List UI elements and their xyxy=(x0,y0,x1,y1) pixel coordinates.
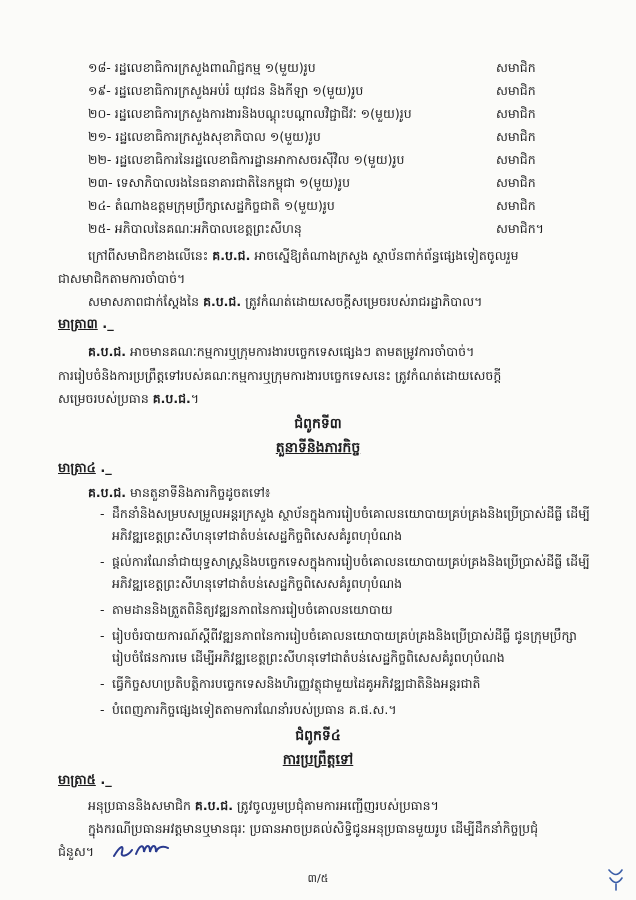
dash-icon: - xyxy=(100,676,105,691)
list-item xyxy=(100,625,600,669)
list-item-text: ធ្វើកិច្ចសហប្រតិបត្តិការបច្ចេកទេសនិងហិរញ្ញវត្ថុជាមួយដៃគូអភិវឌ្ឍជាតិនិងអន្តរជាតិ xyxy=(112,676,481,691)
member-row xyxy=(88,217,588,240)
dash-icon: - xyxy=(100,702,105,717)
member-row xyxy=(88,102,588,125)
acronym-text: គ.ប.ជ. xyxy=(194,798,233,813)
member-status: សមាជិក xyxy=(496,106,536,121)
member-list xyxy=(88,56,588,240)
member-status: សមាជិក xyxy=(496,175,536,190)
article-text: សម្រេចរបស់ប្រធាន xyxy=(58,391,153,406)
corner-mark-icon xyxy=(606,866,626,892)
member-role: ២២- រដ្ឋលេខាធិការនៃរដ្ឋលេខាធិការដ្ឋានអាកាសចរស៊ីវិល ១(មួយ)រូប xyxy=(88,152,405,167)
list-item xyxy=(100,699,600,721)
list-item-text: តាមដាននិងត្រួតពិនិត្យវឌ្ឍនភាពនៃការរៀបចំគោលនយោបាយ xyxy=(112,602,393,617)
chapter-3-label: ជំពូកទី៣ xyxy=(294,416,342,432)
article-suffix: ._ xyxy=(95,773,112,788)
duties-list xyxy=(100,503,600,725)
article-4-intro xyxy=(88,481,608,504)
intro-paragraph-1 xyxy=(88,244,608,267)
article-3-paragraph-1 xyxy=(88,340,608,363)
chapter-3-title xyxy=(0,438,636,459)
article-3-paragraph-2-cont xyxy=(58,387,608,410)
chapter-4-title xyxy=(0,750,636,771)
member-role: ២៥- អភិបាលនៃគណៈអភិបាលខេត្តព្រះសីហនុ xyxy=(88,221,302,236)
article-text: អនុប្រធាននិងសមាជិក xyxy=(88,798,195,813)
member-row xyxy=(88,56,588,79)
intro-text: សមាសភាពជាក់ស្តែងនៃ xyxy=(88,294,204,309)
signature-initials xyxy=(110,838,174,864)
article-text: ជំនួស។ xyxy=(58,844,95,859)
article-5-paragraph-1 xyxy=(88,794,608,817)
article-5-paragraph-2 xyxy=(88,817,618,840)
list-item xyxy=(100,551,600,595)
article-4-heading xyxy=(58,460,112,479)
article-text: ។ xyxy=(190,391,200,406)
acronym-text: គ.ប.ជ. xyxy=(212,248,251,263)
intro-paragraph-1-cont xyxy=(58,267,608,290)
member-row xyxy=(88,79,588,102)
article-text: ក្នុងករណីប្រធានអវត្តមានឬមានធុរៈ ប្រធានអាចប្រគល់សិទ្ធិជូនអនុប្រធានមួយរូប ដើម្បីដឹកនាំកិច្ចប្រជុំ xyxy=(88,821,539,836)
member-row xyxy=(88,171,588,194)
member-role: ១៨- រដ្ឋលេខាធិការក្រសួងពាណិជ្ជកម្ម ១(មួយ)រូប xyxy=(88,60,316,75)
list-item-text: បំពេញភារកិច្ចផ្សេងទៀតតាមការណែនាំរបស់ប្រធាន គ.ផ.ស.។ xyxy=(112,702,397,717)
member-role: ២០- រដ្ឋលេខាធិការក្រសួងការងារនិងបណ្តុះបណ្តាលវិជ្ជាជីវៈ ១(មួយ)រូប xyxy=(88,106,412,121)
member-row xyxy=(88,125,588,148)
article-text: អាចមានគណៈកម្មការឬក្រុមការងារបច្ចេកទេសផ្សេងៗ តាមតម្រូវការចាំបាច់។ xyxy=(126,344,475,359)
member-row xyxy=(88,194,588,217)
intro-paragraph-2 xyxy=(88,290,608,313)
article-3-heading xyxy=(58,316,114,335)
article-5-heading xyxy=(58,772,112,791)
member-role: ២១- រដ្ឋលេខាធិការក្រសួងសុខាភិបាល ១(មួយ)រូប xyxy=(88,129,321,144)
member-status: សមាជិក xyxy=(496,60,536,75)
member-status: សមាជិក xyxy=(496,152,536,167)
article-text: ការរៀបចំនិងការប្រព្រឹត្តទៅរបស់គណៈកម្មការឬក្រុមការងារបច្ចេកទេសនេះ ត្រូវកំណត់ដោយសេចក្តី xyxy=(58,368,502,383)
article-text: ត្រូវចូលរួមប្រជុំតាមការអញ្ជើញរបស់ប្រធាន។ xyxy=(232,798,439,813)
list-item-text: ផ្តល់ការណែនាំជាយុទ្ធសាស្ត្រនិងបច្ចេកទេសក្នុងការរៀបចំគោលនយោបាយគ្រប់គ្រងនិងប្រើប្រាស់ដីធ្លី ដើម្បីអភិវឌ្ឍខេត្តព្រះសីហនុទៅជាតំបន់សេដ្ឋកិច្ចពិសេសគំរូពហុបំណង xyxy=(112,554,590,591)
list-item-text: រៀបចំរបាយការណ៍ស្តីពីវឌ្ឍនភាពនៃការរៀបចំគោលនយោបាយគ្រប់គ្រងនិងប្រើប្រាស់ដីធ្លី ជូនក្រុមប្រឹក្សារៀបចំផែនការមេ ដើម្បីអភិវឌ្ឍខេត្តព្រះសីហនុទៅជាតំបន់សេដ្ឋកិច្ចពិសេសគំរូពហុបំណង xyxy=(112,628,577,665)
member-row xyxy=(88,148,588,171)
member-role: ១៩- រដ្ឋលេខាធិការក្រសួងអប់រំ យុវជន និងកីឡា ១(មួយ)រូប xyxy=(88,83,364,98)
chapter-title-text: តួនាទីនិងភារកិច្ច xyxy=(275,440,361,456)
page-number: ៣/៥ xyxy=(307,872,329,885)
article-title: មាត្រា៣ xyxy=(58,317,98,332)
dash-icon: - xyxy=(100,554,105,569)
chapter-4-label: ជំពូកទី៤ xyxy=(295,728,341,744)
list-item xyxy=(100,503,600,547)
article-suffix: ._ xyxy=(95,461,112,476)
member-status: សមាជិក xyxy=(496,198,536,213)
article-3-paragraph-2 xyxy=(58,364,618,387)
member-status: សមាជិក xyxy=(496,83,536,98)
article-suffix: ._ xyxy=(97,317,114,332)
member-role: ២៤- តំណាងឧត្តមក្រុមប្រឹក្សាសេដ្ឋកិច្ចជាតិ ១(មួយ)រូប xyxy=(88,198,335,213)
acronym-text: គ.ប.ជ. xyxy=(203,294,242,309)
member-status: សមាជិក។ xyxy=(496,221,544,236)
chapter-title-text: ការប្រព្រឹត្តទៅ xyxy=(282,752,354,768)
dash-icon: - xyxy=(100,628,105,643)
article-title: មាត្រា៥ xyxy=(58,773,96,788)
article-title: មាត្រា៤ xyxy=(58,461,96,476)
list-item-text: ដឹកនាំនិងសម្របសម្រួលអន្តរក្រសួង ស្ថាប័នក្នុងការរៀបចំគោលនយោបាយគ្រប់គ្រងនិងប្រើប្រាស់ដីធ្លី ដើម្បីអភិវឌ្ឍខេត្តព្រះសីហនុទៅជាតំបន់សេដ្ឋកិច្ចពិសេសគំរូពហុបំណង xyxy=(112,506,590,543)
member-role: ២៣- ទេសាភិបាលរងនៃធនាគារជាតិនៃកម្ពុជា ១(មួយ)រូប xyxy=(88,175,351,190)
member-status: សមាជិក xyxy=(496,129,536,144)
dash-icon: - xyxy=(100,506,105,521)
acronym-text: គ.ប.ជ. xyxy=(88,485,127,500)
intro-text: អាចស្នើឱ្យតំណាងក្រសួង ស្ថាប័នពាក់ព័ន្ធផ្សេងទៀតចូលរួម xyxy=(250,248,519,263)
intro-text: ក្រៅពីសមាជិកខាងលើនេះ xyxy=(88,248,213,263)
list-item xyxy=(100,673,600,695)
acronym-text: គ.ប.ជ. xyxy=(88,344,127,359)
list-item xyxy=(100,599,600,621)
intro-text: ជាសមាជិកតាមការចាំបាច់។ xyxy=(58,271,186,286)
intro-text: ត្រូវកំណត់ដោយសេចក្តីសម្រេចរបស់រាជរដ្ឋាភិបាល។ xyxy=(241,294,483,309)
acronym-text: គ.ប.ជ. xyxy=(152,391,191,406)
article-text: មានតួនាទីនិងភារកិច្ចដូចតទៅ៖ xyxy=(126,485,271,500)
dash-icon: - xyxy=(100,602,105,617)
